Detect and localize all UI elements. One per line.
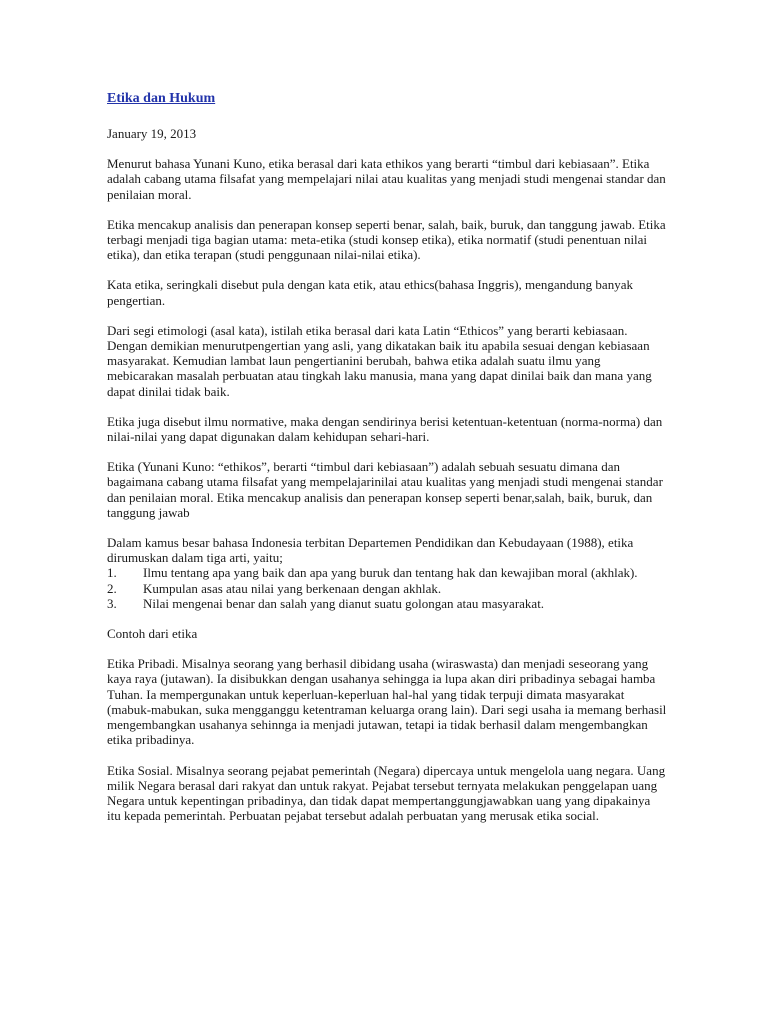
article-date: January 19, 2013 (107, 126, 197, 141)
list-number: 2. (107, 580, 117, 596)
paragraph-cakupan: Etika mencakup analisis dan penerapan konsep seperti benar, salah, baik, buruk, dan tanggung jawab. Etika terbagi menjadi tiga bagian utama: meta-etika (studi konsep etika), etika normatif (studi penentuan nilai etika), dan etika terapan (studi penggunaan nilai-nilai etika). (107, 216, 666, 263)
list-item (107, 596, 667, 611)
list-text: Nilai mengenai benar dan salah yang dianut suatu golongan atau masyarakat. (143, 595, 545, 611)
list-item (107, 565, 667, 580)
kamus-section (107, 535, 667, 611)
list-text: Ilmu tentang apa yang baik dan apa yang buruk dan tentang hak dan kewajiban moral (akhlak). (143, 565, 638, 581)
list-item (107, 581, 667, 596)
contoh-heading: Contoh dari etika (107, 626, 198, 642)
paragraph-normative: Etika juga disebut ilmu normative, maka dengan sendirinya berisi ketentuan-ketentuan (norma-norma) dan nilai-nilai yang dapat digunakan dalam kehidupan sehari-hari. (107, 413, 663, 445)
paragraph-definisi: Menurut bahasa Yunani Kuno, etika berasal dari kata ethikos yang berarti “timbul dari kebiasaan”. Etika adalah cabang utama filsafat yang mempelajari nilai atau kualitas yang menjadi studi mengenai standar dan penilaian moral. (107, 156, 666, 202)
paragraph-kata-etika: Kata etika, seringkali disebut pula dengan kata etik, atau ethics(bahasa Inggris), mengandung banyak pengertian. (107, 277, 633, 308)
paragraph-yunani-kuno: Etika (Yunani Kuno: “ethikos”, berarti “timbul dari kebiasaan”) adalah sebuah sesuatu dimana dan bagaimana cabang utama filsafat yang mempelajarinilai atau kualitas yang menjadi studi mengenai standar dan penilaian moral. Etika mencakup analisis dan penerapan konsep seperti benar,salah, baik, buruk, dan tanggung jawab (107, 459, 663, 520)
list-number: 1. (107, 565, 117, 581)
paragraph-kamus-intro: Dalam kamus besar bahasa Indonesia terbitan Departemen Pendidikan dan Kebudayaan (1988), etika dirumuskan dalam tiga arti, yaitu; (107, 535, 634, 566)
document-page (107, 90, 667, 838)
paragraph-etika-pribadi: Etika Pribadi. Misalnya seorang yang berhasil dibidang usaha (wiraswasta) dan menjadi seseorang yang kaya raya (jutawan). Ia disibukkan dengan usahanya sehingga ia lupa akan diri pribadinya sebagai hamba Tuhan. Ia mempergunakan untuk keperluan-keperluan hal-hal yang tidak terpuji dimata masyarakat (mabuk-mabukan, suka mengganggu ketentraman keluarga orang lain). Dari segi usaha ia memang berhasil mengembangkan usahanya sehinnga ia menjadi jutawan, tetapi ia tidak berhasil dalam mengembangkan etika pribadinya. (107, 656, 667, 748)
article-title-link[interactable]: Etika dan Hukum (107, 91, 216, 106)
paragraph-etimologi: Dari segi etimologi (asal kata), istilah etika berasal dari kata Latin “Ethicos” yang berarti kebiasaan. Dengan demikian menurutpengertian yang asli, yang dikatakan baik itu apabila sesuai dengan kebiasaan masyarakat. Kemudian lambat laun pengertianini berubah, bahwa etika adalah suatu ilmu yang mebicarakan masalah perbuatan atau tingkah laku manusia, mana yang dapat dinilai baik dan mana yang dapat dinilai tidak baik. (107, 322, 652, 399)
list-number: 3. (107, 595, 117, 611)
list-text: Kumpulan asas atau nilai yang berkenaan dengan akhlak. (143, 580, 442, 596)
paragraph-etika-sosial: Etika Sosial. Misalnya seorang pejabat pemerintah (Negara) dipercaya untuk mengelola uang negara. Uang milik Negara berasal dari rakyat dan untuk rakyat. Pejabat tersebut ternyata melakukan penggelapan uang Negara untuk kepentingan pribadinya, dan tidak dapat mempertanggungjawabkan uang yang dipakainya itu kepada pemerintah. Perbuatan pejabat tersebut adalah perbuatan yang merusak etika social. (107, 762, 666, 824)
